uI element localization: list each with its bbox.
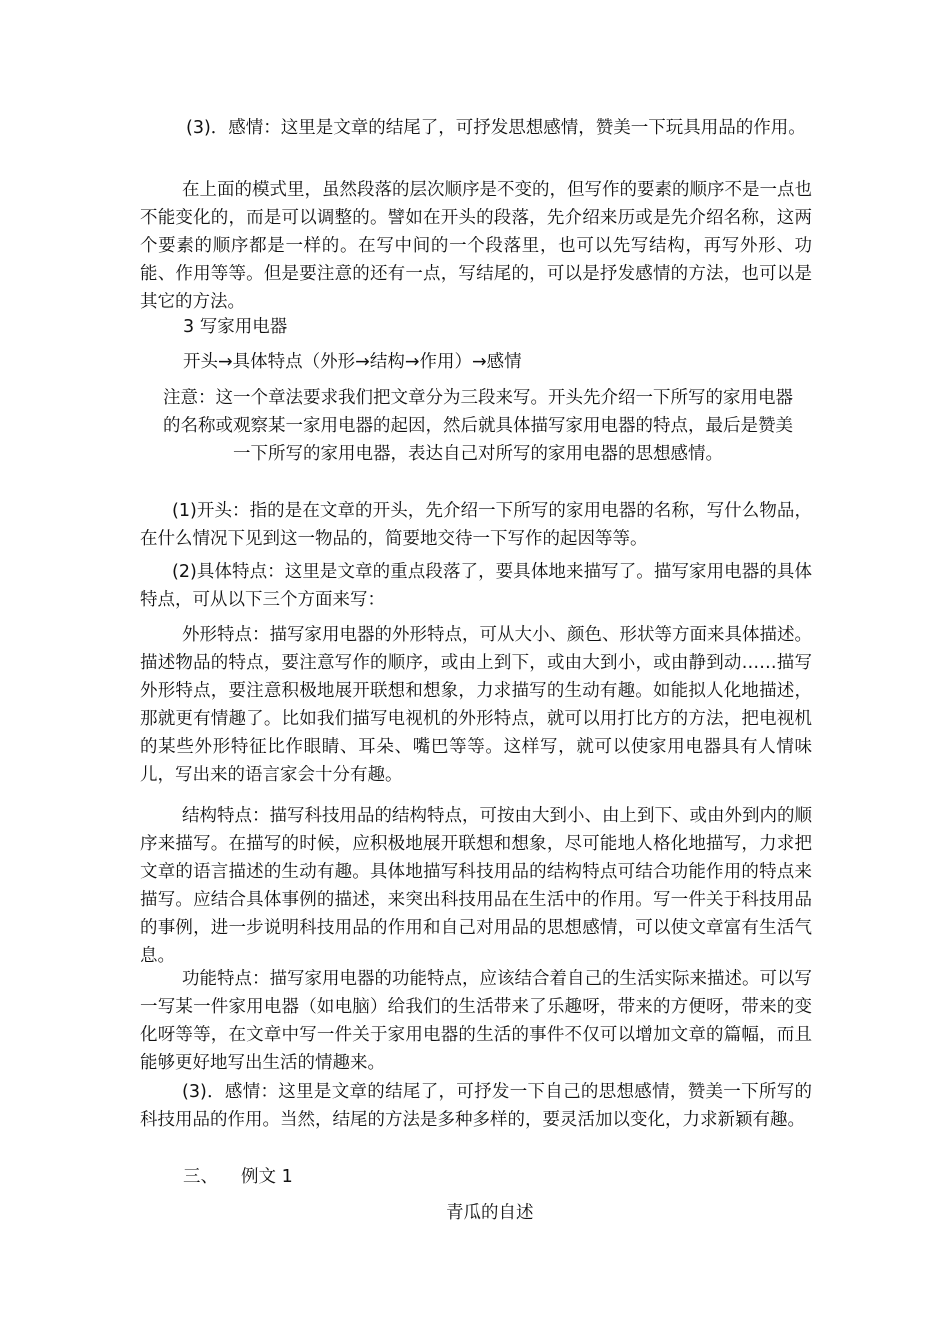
paragraph-toy-conclusion: (3)．感情：这里是文章的结尾了，可抒发思想感情，赞美一下玩具用品的作用。 xyxy=(186,118,806,138)
paragraph-structure-features: 结构特点：描写科技用品的结构特点，可按由大到小、由上到下、或由外到内的顺序来描写。在描写的时候，应积极地展开联想和想象，尽可能地人格化地描写，力求把文章的语言描述的生动有趣。具体地描写科技用品的结构特点可结合功能作用的特点来描写。应结合具体事例的描述，来突出科技用品在生活中的作用。写一件关于科技用品的事例，进一步说明科技用品的作用和自己对用品的思想感情，可以使文章富有生活气息。 xyxy=(140,806,812,966)
structure-formula: 开头→具体特点（外形→结构→作用）→感情 xyxy=(183,352,522,372)
section-heading-example: 例文 1 xyxy=(241,1167,293,1187)
section-heading-appliances: 3 写家用电器 xyxy=(183,317,288,337)
paragraph-specific-features: (2)具体特点：这里是文章的重点段落了，要具体地来描写了。描写家用电器的具体特点，可从以下三个方面来写： xyxy=(140,562,812,610)
example-title: 青瓜的自述 xyxy=(446,1203,534,1223)
paragraph-function-features: 功能特点：描写家用电器的功能特点，应该结合着自己的生活实际来描述。可以写一写某一件家用电器（如电脑）给我们的生活带来了乐趣呀，带来的方便呀，带来的变化呀等等，在文章中写一件关于家用电器的生活的事件不仅可以增加文章的篇幅，而且能够更好地写出生活的情趣来。 xyxy=(140,969,812,1073)
paragraph-appearance-features: 外形特点：描写家用电器的外形特点，可从大小、颜色、形状等方面来具体描述。描述物品的特点，要注意写作的顺序，或由上到下，或由大到小，或由静到动……描写外形特点，要注意积极地展开联想和想象，力求描写的生动有趣。如能拟人化地描述，那就更有情趣了。比如我们描写电视机的外形特点，就可以用打比方的方法，把电视机的某些外形特征比作眼睛、耳朵、嘴巴等等。这样写，就可以使家用电器具有人情味儿，写出来的语言家会十分有趣。 xyxy=(140,625,812,785)
section-number: 三、 xyxy=(183,1167,218,1187)
paragraph-opening: (1)开头：指的是在文章的开头，先介绍一下所写的家用电器的名称，写什么物品，在什么情况下见到这一物品的，简要地交待一下写作的起因等等。 xyxy=(140,501,812,549)
paragraph-emotion-conclusion: (3)．感情：这里是文章的结尾了，可抒发一下自己的思想感情，赞美一下所写的科技用品的作用。当然，结尾的方法是多种多样的，要灵活加以变化，力求新颖有趣。 xyxy=(140,1082,812,1130)
paragraph-note: 注意：这一个章法要求我们把文章分为三段来写。开头先介绍一下所写的家用电器的名称或观察某一家用电器的起因，然后就具体描写家用电器的特点，最后是赞美一下所写的家用电器，表达自己对所写的家用电器的思想感情。 xyxy=(163,388,793,464)
paragraph-pattern-explanation: 在上面的模式里，虽然段落的层次顺序是不变的，但写作的要素的顺序不是一点也不能变化的，而是可以调整的。譬如在开头的段落，先介绍来历或是先介绍名称，这两个要素的顺序都是一样的。在写中间的一个段落里，也可以先写结构，再写外形、功能、作用等等。但是要注意的还有一点，写结尾的，可以是抒发感情的方法，也可以是其它的方法。 xyxy=(140,180,812,312)
